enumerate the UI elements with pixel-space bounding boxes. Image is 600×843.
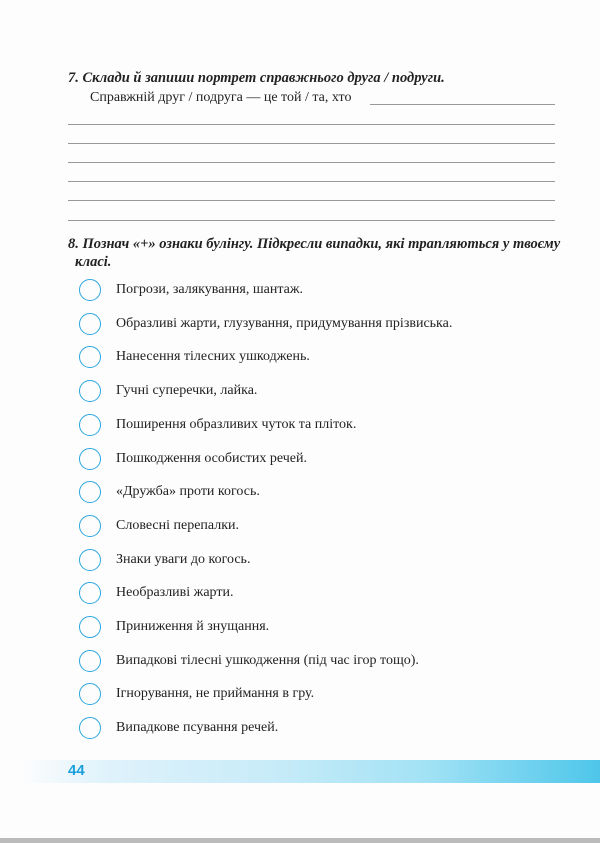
checkbox-circle[interactable]	[79, 549, 101, 571]
item-label: Словесні перепалки.	[116, 517, 240, 533]
item-label: Випадкові тілесні ушкодження (під час ігор тощо).	[116, 652, 419, 668]
item-label: Знаки уваги до когось.	[116, 551, 251, 567]
bullying-sign-item	[79, 277, 303, 303]
item-label: Поширення образливих чуток та пліток.	[116, 416, 357, 432]
bullying-sign-item	[79, 715, 278, 741]
answer-line[interactable]	[68, 162, 555, 163]
item-label: Необразливі жарти.	[116, 585, 234, 601]
answer-line[interactable]	[370, 104, 555, 105]
answer-line[interactable]	[68, 143, 555, 144]
answer-line[interactable]	[68, 124, 555, 125]
item-label: Нанесення тілесних ушкоджень.	[116, 349, 310, 365]
page-edge	[0, 838, 600, 843]
checkbox-circle[interactable]	[79, 683, 101, 705]
item-label: «Дружба» проти когось.	[116, 484, 260, 500]
item-label: Випадкове псування речей.	[116, 720, 279, 736]
bullying-sign-item	[79, 580, 233, 606]
bullying-sign-item	[79, 681, 314, 707]
bullying-sign-item	[79, 547, 250, 573]
footer-band	[20, 760, 600, 783]
bullying-sign-item	[79, 648, 419, 674]
answer-line[interactable]	[68, 220, 555, 221]
task-8-title-cont: класі.	[75, 254, 112, 270]
checkbox-circle[interactable]	[79, 313, 101, 335]
bullying-sign-item	[79, 344, 310, 370]
bullying-sign-item	[79, 378, 257, 404]
bullying-sign-item	[79, 446, 307, 472]
task-7-lead: Справжній друг / подруга — це той / та, хто	[90, 90, 352, 105]
checkbox-circle[interactable]	[79, 515, 101, 537]
item-label: Образливі жарти, глузування, придумування прізвиська.	[116, 315, 453, 331]
checkbox-circle[interactable]	[79, 346, 101, 368]
checkbox-circle[interactable]	[79, 414, 101, 436]
bullying-sign-item	[79, 513, 239, 539]
item-label: Пошкодження особистих речей.	[116, 450, 307, 466]
checkbox-circle[interactable]	[79, 448, 101, 470]
bullying-sign-item	[79, 479, 260, 505]
checkbox-circle[interactable]	[79, 616, 101, 638]
bullying-sign-item	[79, 311, 452, 337]
checkbox-circle[interactable]	[79, 650, 101, 672]
item-label: Ігнорування, не приймання в гру.	[116, 686, 315, 702]
checkbox-circle[interactable]	[79, 481, 101, 503]
bullying-sign-item	[79, 614, 269, 640]
item-label: Погрози, залякування, шантаж.	[116, 282, 303, 297]
checkbox-circle[interactable]	[79, 279, 101, 301]
item-label: Гучні суперечки, лайка.	[116, 383, 258, 399]
task-8-title: 8. Познач «+» ознаки булінгу. Підкресли випадки, які трапляються у твоєму	[68, 236, 561, 252]
page-number: 44	[68, 762, 85, 779]
checkbox-circle[interactable]	[79, 380, 101, 402]
checkbox-circle[interactable]	[79, 582, 101, 604]
item-label: Приниження й знущання.	[116, 619, 270, 634]
task-7-title: 7. Склади й запиши портрет справжнього друга / подруги.	[68, 70, 445, 86]
bullying-sign-item	[79, 412, 356, 438]
checkbox-circle[interactable]	[79, 717, 101, 739]
answer-line[interactable]	[68, 200, 555, 201]
answer-line[interactable]	[68, 181, 555, 182]
